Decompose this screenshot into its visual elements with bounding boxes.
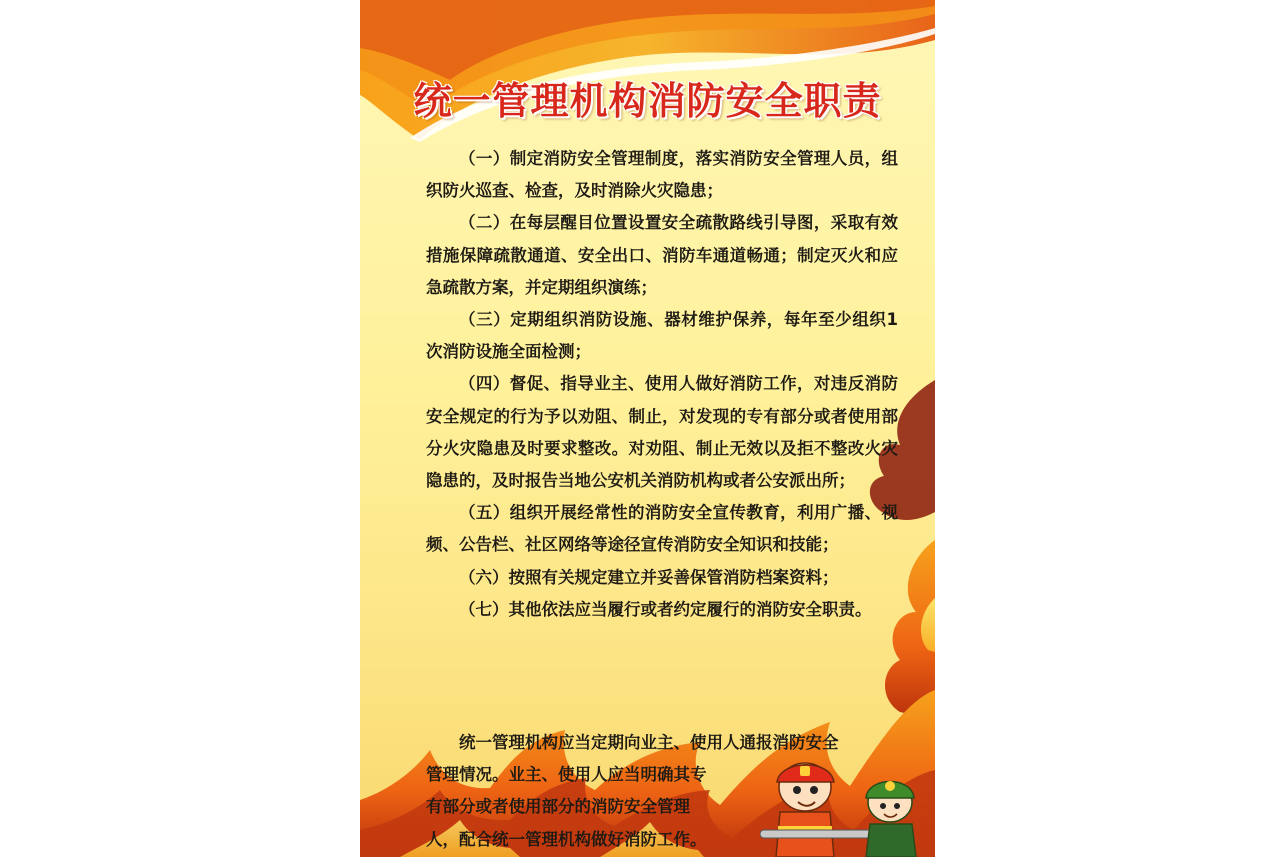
closing-line: 统一管理机构应当定期向业主、使用人通报消防安全 (459, 733, 839, 752)
firefighter-mascot-icon (776, 763, 834, 857)
firefighter-mascot-icon (760, 752, 935, 857)
duty-item: （四）督促、指导业主、使用人做好消防工作，对违反消防安全规定的行为予以劝阻、制止，对发现的专有部分或者使用部分火灾隐患及时要求整改。对劝阻、制止无效以及拒不整改火灾隐患的，及时报告当地公安机关消防机构或者公安派出所； (426, 374, 898, 491)
duty-list (426, 143, 898, 626)
closing-line: 管理情况。业主、使用人应当明确其专 (426, 765, 707, 785)
poster-title: 统一管理机构消防安全职责 (413, 78, 882, 123)
closing-line: 有部分或者使用部分的消防安全管理 (426, 797, 690, 817)
fire-safety-poster (360, 0, 935, 857)
duty-item: （五）组织开展经常性的消防安全宣传教育，利用广播、视频、公告栏、社区网络等途径宣传消防安全知识和技能； (426, 503, 898, 555)
closing-line: 人，配合统一管理机构做好消防工作。 (426, 829, 707, 849)
duty-item: （一）制定消防安全管理制度，落实消防安全管理人员，组织防火巡查、检查，及时消除火灾隐患； (426, 149, 898, 201)
duty-item: （六）按照有关规定建立并妥善保管消防档案资料； (459, 567, 839, 587)
duty-item: （七）其他依法应当履行或者约定履行的消防安全职责。 (459, 599, 872, 619)
firefighter-mascot-icon (866, 781, 916, 857)
duty-item: （二）在每层醒目位置设置安全疏散路线引导图，采取有效措施保障疏散通道、安全出口、消防车通道畅通；制定灭火和应急疏散方案，并定期组织演练； (426, 213, 898, 297)
duty-item: （三）定期组织消防设施、器材维护保养，每年至少组织1次消防设施全面检测； (426, 310, 898, 362)
